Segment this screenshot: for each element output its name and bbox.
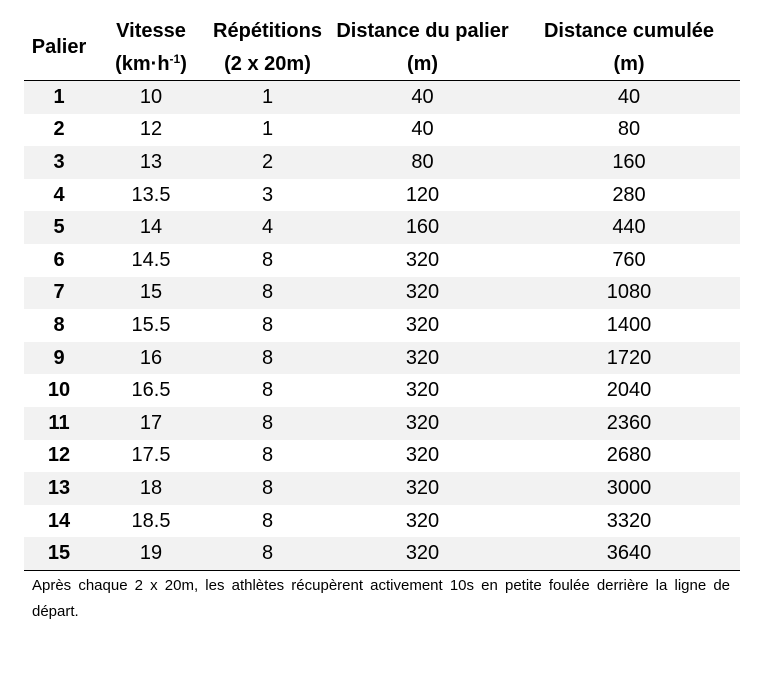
- cell-repetitions: 8: [261, 509, 274, 532]
- cell-distance-palier: 320: [405, 248, 440, 271]
- cell-vitesse: 15: [94, 277, 208, 310]
- table-row: [24, 342, 740, 375]
- cell-palier: 5: [24, 211, 94, 244]
- cell-repetitions: 2: [208, 146, 327, 179]
- cell-distance-palier: 120: [405, 183, 440, 206]
- table-row: [24, 374, 740, 407]
- cell-palier: 9: [24, 342, 94, 375]
- cell-palier: 10: [47, 379, 71, 402]
- table-row: [24, 277, 740, 310]
- table-row: [24, 472, 740, 505]
- cell-distance-cumulee: 1080: [518, 277, 740, 310]
- cell-vitesse: 14: [94, 211, 208, 244]
- cell-palier: 7: [24, 277, 94, 310]
- cell-repetitions: 3: [261, 183, 274, 206]
- cell-distance-cumulee: 1720: [518, 342, 740, 375]
- cell-distance-cumulee: 3000: [518, 472, 740, 505]
- table-body: [24, 81, 740, 571]
- cell-distance-cumulee: 2040: [606, 379, 652, 402]
- cell-distance-palier: 160: [327, 211, 518, 244]
- cell-vitesse: 16: [94, 342, 208, 375]
- header-vitesse: Vitesse: [116, 19, 186, 42]
- cell-distance-palier: 40: [411, 118, 434, 141]
- cell-vitesse: 13: [94, 146, 208, 179]
- cell-distance-cumulee: 440: [518, 211, 740, 244]
- cell-palier: 13: [24, 472, 94, 505]
- palier-table: [24, 14, 740, 571]
- cell-repetitions: 8: [261, 313, 274, 336]
- cell-palier: 12: [47, 444, 71, 467]
- cell-vitesse: 13.5: [131, 183, 171, 206]
- cell-repetitions: 8: [261, 379, 274, 402]
- header-distance-palier-unit: (m): [327, 47, 518, 81]
- cell-distance-cumulee: 3640: [518, 537, 740, 570]
- cell-palier: 3: [24, 146, 94, 179]
- cell-distance-cumulee: 40: [518, 81, 740, 114]
- cell-repetitions: 8: [208, 472, 327, 505]
- table-row: [24, 114, 740, 147]
- cell-distance-cumulee: 3320: [606, 509, 652, 532]
- table-row: [24, 244, 740, 277]
- document-page: [24, 14, 740, 625]
- cell-distance-cumulee: 1400: [606, 313, 652, 336]
- cell-distance-palier: 320: [327, 537, 518, 570]
- cell-vitesse: 19: [94, 537, 208, 570]
- cell-distance-cumulee: 2680: [606, 444, 652, 467]
- cell-distance-palier: 320: [405, 313, 440, 336]
- header-distance-palier: Distance du palier: [336, 19, 509, 42]
- cell-distance-palier: 320: [327, 472, 518, 505]
- table-row: [24, 309, 740, 342]
- cell-palier: 2: [53, 118, 65, 141]
- cell-vitesse: 17: [94, 407, 208, 440]
- cell-distance-cumulee: 280: [612, 183, 646, 206]
- cell-vitesse: 15.5: [131, 313, 171, 336]
- cell-palier: 15: [24, 537, 94, 570]
- cell-vitesse: 16.5: [131, 379, 171, 402]
- table-row: [24, 407, 740, 440]
- cell-repetitions: 8: [261, 444, 274, 467]
- cell-repetitions: 4: [208, 211, 327, 244]
- footnote: Après chaque 2 x 20m, les athlètes récupèrent activement 10s en petite foulée derrière la ligne de départ.: [32, 576, 730, 620]
- table-row: [24, 211, 740, 244]
- vitesse-unit-exponent: -1: [169, 51, 181, 66]
- cell-distance-cumulee: 2360: [518, 407, 740, 440]
- cell-distance-palier: 320: [405, 379, 440, 402]
- cell-distance-palier: 40: [327, 81, 518, 114]
- header-distance-cumulee-unit: (m): [518, 47, 740, 81]
- cell-repetitions: 8: [208, 342, 327, 375]
- cell-distance-palier: 320: [405, 444, 440, 467]
- cell-palier: 1: [24, 81, 94, 114]
- vitesse-unit-close: ): [180, 52, 187, 75]
- cell-distance-palier: 320: [327, 342, 518, 375]
- cell-distance-palier: 320: [327, 277, 518, 310]
- cell-palier: 4: [53, 183, 65, 206]
- cell-vitesse: 14.5: [131, 248, 171, 271]
- cell-palier: 6: [53, 248, 65, 271]
- cell-distance-palier: 320: [327, 407, 518, 440]
- cell-vitesse: 18: [94, 472, 208, 505]
- cell-repetitions: 8: [208, 407, 327, 440]
- table-row: [24, 537, 740, 570]
- cell-distance-cumulee: 80: [617, 118, 641, 141]
- vitesse-unit-base: (km·h: [115, 52, 170, 75]
- cell-vitesse: 17.5: [131, 444, 171, 467]
- cell-repetitions: 1: [261, 118, 274, 141]
- cell-repetitions: 8: [208, 537, 327, 570]
- cell-distance-cumulee: 160: [518, 146, 740, 179]
- cell-distance-cumulee: 760: [612, 248, 646, 271]
- table-row: [24, 179, 740, 212]
- cell-vitesse: 12: [139, 118, 163, 141]
- table-row: [24, 440, 740, 473]
- cell-palier: 8: [53, 313, 65, 336]
- table-row: [24, 81, 740, 114]
- cell-repetitions: 8: [208, 277, 327, 310]
- cell-palier: 14: [47, 509, 71, 532]
- cell-vitesse: 10: [94, 81, 208, 114]
- header-palier: Palier: [24, 14, 94, 81]
- table-row: [24, 146, 740, 179]
- header-distance-cumulee: Distance cumulée: [543, 19, 715, 42]
- cell-palier: 11: [24, 407, 94, 440]
- header-vitesse-unit: [94, 47, 208, 81]
- cell-repetitions: 1: [208, 81, 327, 114]
- cell-distance-palier: 80: [327, 146, 518, 179]
- header-repetitions-unit: (2 x 20m): [208, 47, 327, 81]
- header-repetitions: Répétitions: [213, 19, 322, 42]
- cell-vitesse: 18.5: [131, 509, 171, 532]
- cell-repetitions: 8: [261, 248, 274, 271]
- table-header: [24, 14, 740, 81]
- table-row: [24, 505, 740, 538]
- cell-distance-palier: 320: [405, 509, 440, 532]
